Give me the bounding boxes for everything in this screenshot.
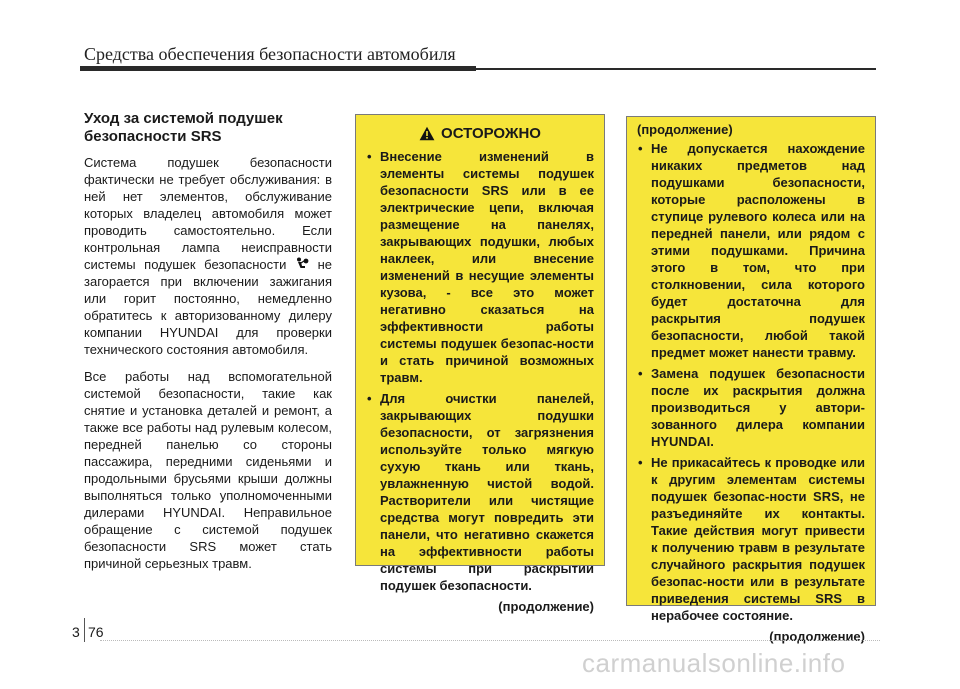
warning-title-text: ОСТОРОЖНО [441,125,541,142]
paragraph-1-part-a: Система подушек безопасности фактически не требует обслуживания: в ней нет элементов, обслуживание которых владелец автомобиля может проводить самостоятельно. Если контрольная лампа неисправности системы подушек безопасности [84,155,332,272]
continued-label: (продолжение) [498,599,594,614]
page-number-divider [84,618,85,642]
warning-triangle-icon [419,126,435,141]
header-rule-thin [476,68,876,70]
warning-list [366,148,594,594]
continued-warning-box [626,116,876,644]
paragraph-1 [84,154,332,358]
continued-item-text: Не прикасайтесь к проводке или к другим элементам системы подушек безопас-ности SRS, не разъединяйте их контакты. Такие действия могут привести к получению травм в результате случайного раскрытия подушек безопас-ности или в результате приведения системы SRS в нерабочее состояние. [651,455,865,623]
chapter-number: 3 [72,624,80,640]
list-item: • Не прикасайтесь к проводке или к другим элементам системы подушек безопас-ности SRS, не разъединяйте их контакты. Такие действия могут привести к получению травм в результате случайного раскрытия подушек безопас-ности или в результате приведения системы SRS в нерабочее состояние. [638,455,865,623]
left-column [84,110,332,582]
list-item: • Не допускается нахождение никаких предметов над подушками безопасности, которые расположены в ступице рулевого колеса или на передней панели, или рядом с этими подушками. Причина этого в том, что при столкновении, сила которого будет достаточна для раскрытия подушек безопасности, любой такой предмет может нанести травму. [638,141,865,360]
page-number: 76 [88,624,104,640]
continued-top-label: (продолжение) [637,122,733,137]
footer-dotted-rule [100,640,880,641]
list-item: • Замена подушек безопасности после их раскрытия должна производиться у автори-зованного дилера компании HYUNDAI. [638,366,865,449]
paragraph-2: Все работы над вспомогательной системой безопасности, такие как снятие и установка деталей и ремонт, а также все работы над рулевым колесом, передней панелью со стороны пассажира, передними сиденьями и продольными брусьями крыши должны выполняться только уполномоченными дилерами HYUNDAI. Неправильное обращение с системой подушек безопасности SRS может стать причиной серьезных травм. [84,369,332,571]
list-item: • Для очистки панелей, закрывающих подушки безопасности, от загрязнения используйте только мягкую сухую ткань или ткань, увлажненную чистой водой. Растворители или чистящие средства могут повредить эти панели, что негативно скажется на эффективности работы системы при раскрытии подушек безопасности. [367,391,594,593]
section-heading: Уход за системой подушек безопасности SRS [84,110,283,145]
airbag-warning-icon [295,257,309,271]
warning-title [366,125,594,142]
continued-item-text: Не допускается нахождение никаких предметов над подушками безопасности, которые расположены в ступице рулевого колеса или на передней панели, или рядом с этими подушками. Причина этого в том, что при столкновении, сила которого будет достаточна для раскрытия подушек безопасности, любой такой предмет может нанести травму. [651,141,865,360]
page-header-title: Средства обеспечения безопасности автомобиля [84,44,456,64]
paragraph-1-part-b: не загорается при включении зажигания или горит постоянно, немедленно обратитесь к авторизованному дилеру компании HYUNDAI для проверки технического состояния автомобиля. [84,257,332,357]
list-item: • Внесение изменений в элементы системы подушек безопасности SRS или в ее электрические цепи, включая размещение на панелях, закрывающих подушки, любых наклеек, или внесение изменений в несущие элементы кузова, - все это может негативно сказаться на эффективности работы системы подушек безопас-ности и стать причиной возможных травм. [367,149,594,385]
header-rule-thick [80,66,476,71]
warning-box [355,114,605,614]
warning-item-text: Для очистки панелей, закрывающих подушки безопасности, от загрязнения используйте только мягкую сухую ткань или ткань, увлажненную чистой водой. Растворители или чистящие средства могут повредить эти панели, что негативно скажется на эффективности работы системы при раскрытии подушек безопасности. [380,391,594,593]
continued-list [637,140,865,624]
watermark: carmanualsonline.info [582,648,846,678]
continued-item-text: Замена подушек безопасности после их раскрытия должна производиться у автори-зованного дилера компании HYUNDAI. [651,366,865,449]
warning-item-text: Внесение изменений в элементы системы подушек безопасности SRS или в ее электрические цепи, включая размещение на панелях, закрывающих подушки, любых наклеек, или внесение изменений в несущие элементы кузова, - все это может негативно сказаться на эффективности работы системы подушек безопас-ности и стать причиной возможных травм. [380,149,594,385]
continued-label: (продолжение) [769,629,865,644]
